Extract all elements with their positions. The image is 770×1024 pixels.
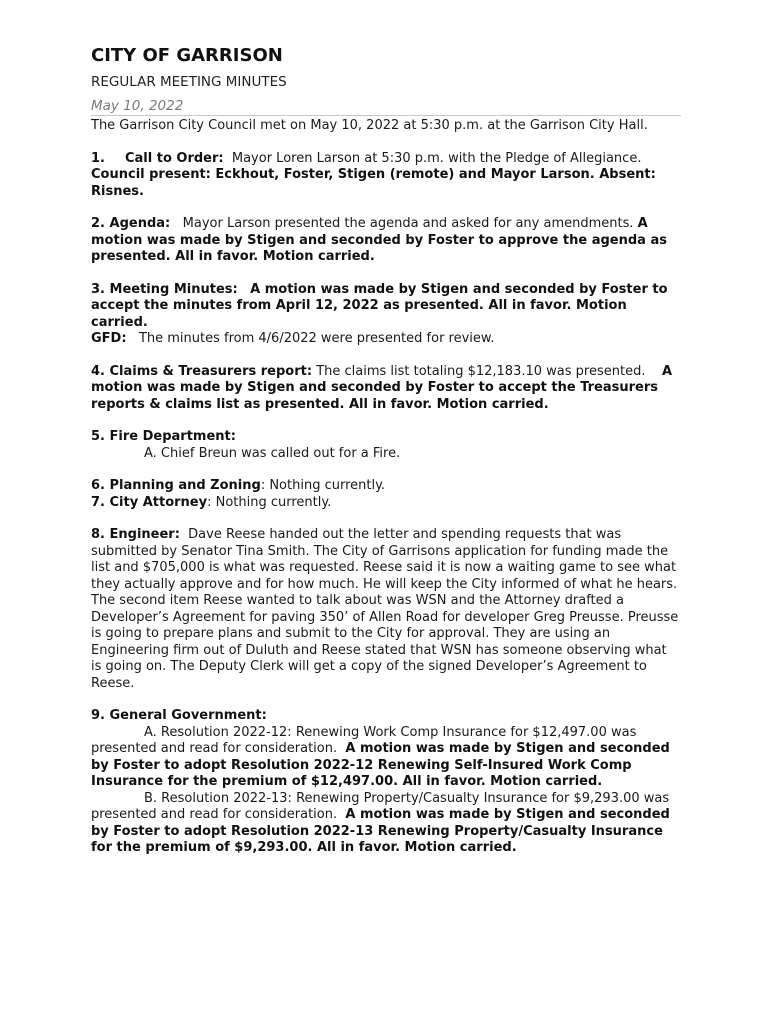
section-text: The claims list totaling $12,183.10 was presented. <box>316 363 646 379</box>
city-title: CITY OF GARRISON <box>91 45 283 66</box>
resolution-motion: A motion was made by Stigen and seconded by Foster to adopt Resolution 2022-12 Renewing Self-Insured Work Comp Insurance for the premium of $12,497.00. All in favor. Motion carried. <box>91 741 670 789</box>
section-heading: 5. Fire Department: <box>91 429 236 444</box>
section-text: Dave Reese handed out the letter and spending requests that was submitted by Senator Tina Smith. The City of Garrisons application for funding made the list and $705,000 is what was requested. Reese said it is now a waiting game to see what they actually approve and for how much. He will keep the City informed of what he hears. The second item Reese wanted to talk about was WSN and the Attorney drafted a Developer’s Agreement for paving 350’ of Allen Road for developer Greg Preusse. Preusse is going to prepare plans and submit to the City for approval. They are using an Engineering firm out of Duluth and Reese stated that WSN has someone observing what is going on. The Deputy Clerk will get a copy of the signed Developer’s Agreement to Reese. <box>91 527 679 691</box>
section-heading: 4. Claims & Treasurers report: <box>91 363 313 379</box>
section-motion: A motion was made by Stigen and seconded by Foster to accept the Treasurers reports & claims list as presented. All in favor. Motion carried. <box>91 363 673 412</box>
gfd-text: The minutes from 4/6/2022 were presented for review. <box>138 331 495 346</box>
section-agenda <box>91 216 681 266</box>
resolution-text: B. Resolution 2022-13: Renewing Property/Casualty Insurance for $9,293.00 was presented and read for consideration. <box>91 790 670 822</box>
section-fire-department <box>91 429 681 462</box>
section-call-to-order <box>91 151 681 201</box>
section-heading: 9. General Government: <box>91 708 267 723</box>
fire-item-a: A. Chief Breun was called out for a Fire. <box>144 445 401 461</box>
section-heading: 6. Planning and Zoning <box>91 478 261 493</box>
section-heading: 2. Agenda: <box>91 216 171 231</box>
section-number: 1. <box>91 150 105 166</box>
section-attendance: Council present: Eckhout, Foster, Stigen (remote) and Mayor Larson. Absent: Risnes. <box>91 167 656 199</box>
resolution-motion: A motion was made by Stigen and seconded by Foster to adopt Resolution 2022-13 Renewing Property/Casualty Insurance for the premium of $9,293.00. All in favor. Motion carried. <box>91 807 670 855</box>
section-motion: A motion was made by Stigen and seconded by Foster to approve the agenda as presented. All in favor. Motion carried. <box>91 216 667 264</box>
section-claims <box>91 364 681 414</box>
section-heading: 7. City Attorney <box>91 494 208 510</box>
resolution-text: A. Resolution 2022-12: Renewing Work Comp Insurance for $12,497.00 was presented and read for consideration. <box>91 724 637 756</box>
section-general-government <box>91 708 681 725</box>
meeting-date: May 10, 2022 <box>91 98 681 117</box>
intro-paragraph: The Garrison City Council met on May 10, 2022 at 5:30 p.m. at the Garrison City Hall. <box>91 118 648 133</box>
section-text: : Nothing currently. <box>260 478 386 493</box>
gfd-label: GFD: <box>91 331 127 346</box>
section-meeting-minutes <box>91 282 681 348</box>
minutes-document <box>91 44 681 857</box>
section-engineer <box>91 527 681 692</box>
section-planning-zoning <box>91 478 681 495</box>
section-text: : Nothing currently. <box>207 494 332 510</box>
resolution-2022-13 <box>91 791 681 857</box>
section-motion: A motion was made by Stigen and seconded by Foster to accept the minutes from April 12, 2022 as presented. All in favor. Motion carried. <box>91 281 668 330</box>
section-heading: 3. Meeting Minutes: <box>91 281 238 297</box>
document-subtitle: REGULAR MEETING MINUTES <box>91 74 287 90</box>
section-heading: Call to Order: <box>124 150 224 166</box>
section-heading: 8. Engineer: <box>91 527 180 542</box>
section-text: Mayor Larson presented the agenda and asked for any amendments. <box>182 216 634 231</box>
section-text: Mayor Loren Larson at 5:30 p.m. with the Pledge of Allegiance. <box>231 150 642 166</box>
resolution-2022-12 <box>91 725 681 791</box>
section-city-attorney <box>91 495 681 512</box>
